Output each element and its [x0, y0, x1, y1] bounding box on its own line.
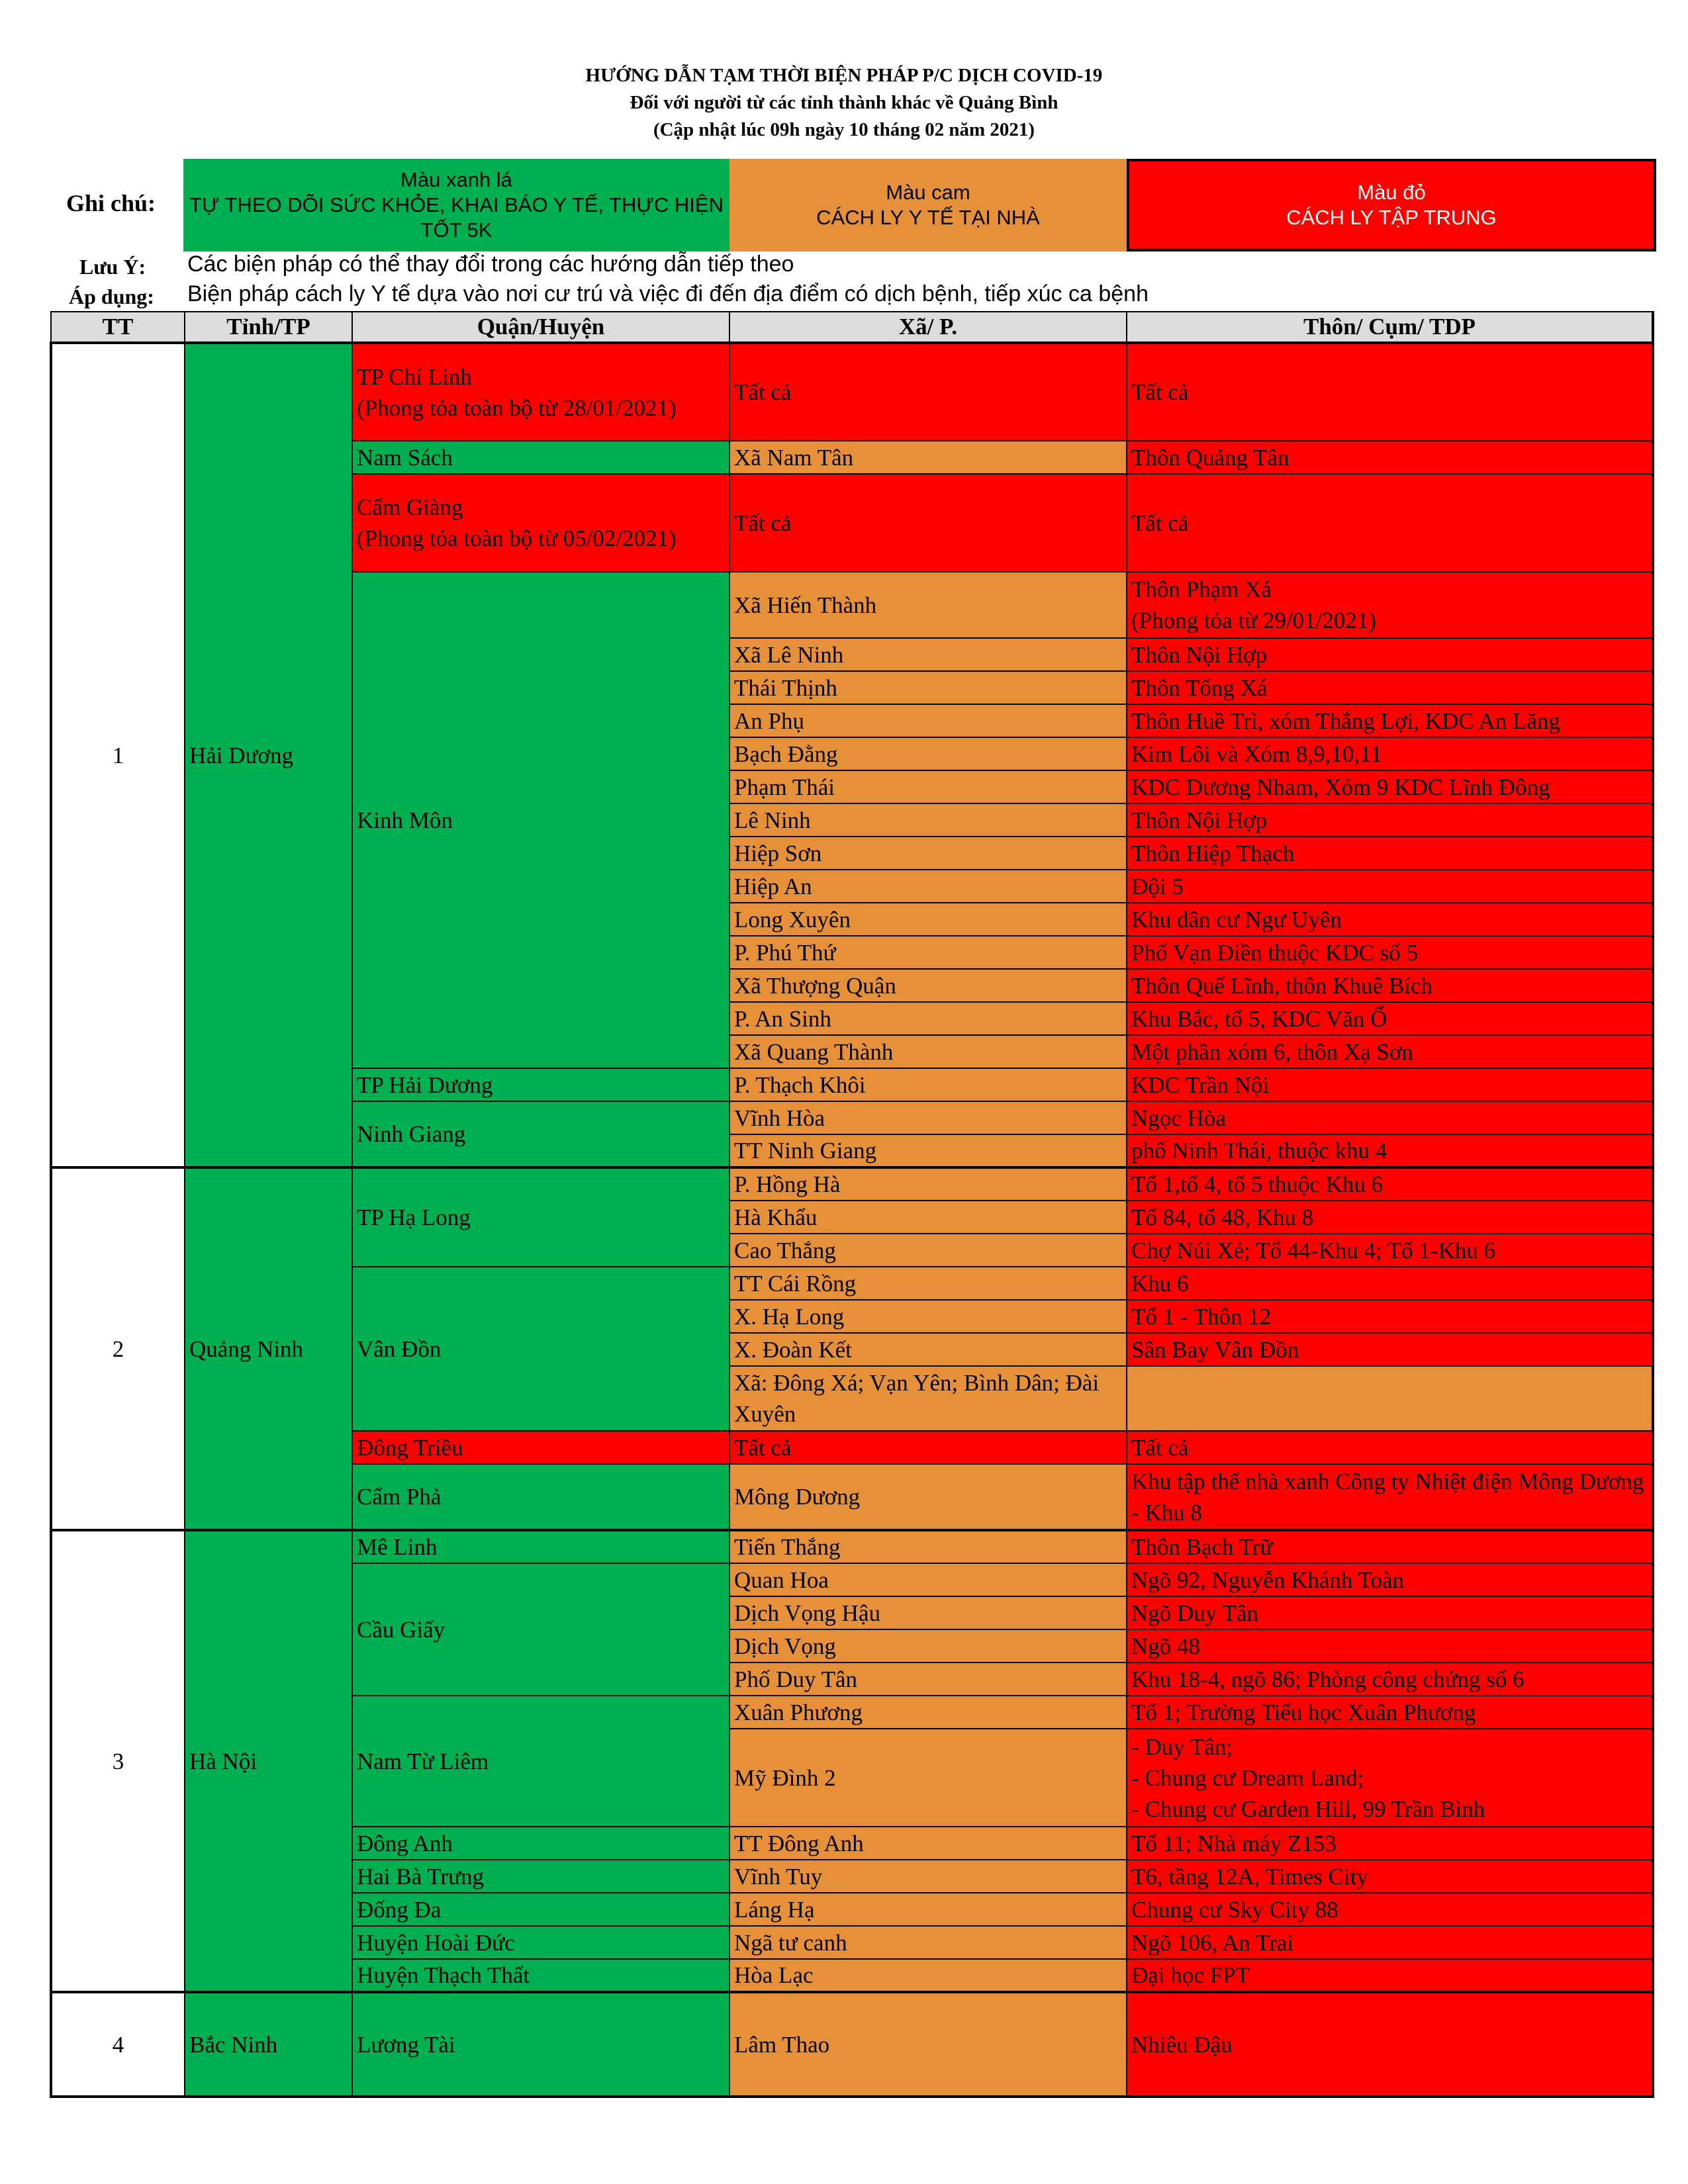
tt-cell: 1: [51, 343, 185, 1167]
district-cell: TP Hải Dương: [352, 1068, 729, 1101]
village-cell: - Duy Tân; - Chung cư Dream Land; - Chung cư Garden Hill, 99 Trần Bình: [1127, 1729, 1653, 1827]
commune-cell: Xã Thượng Quận: [729, 969, 1127, 1002]
commune-cell: TT Cái Rồng: [729, 1267, 1127, 1300]
commune-cell: X. Hạ Long: [729, 1300, 1127, 1333]
district-cell: TP Chí Linh (Phong tỏa toàn bộ từ 28/01/2021): [352, 343, 729, 441]
district-cell: Kinh Môn: [352, 572, 729, 1068]
note-luu-y-text: Các biện pháp có thể thay đổi trong các hướng dẫn tiếp theo: [187, 251, 794, 277]
commune-cell: Hòa Lạc: [729, 1959, 1127, 1992]
commune-cell: Phố Duy Tân: [729, 1662, 1127, 1696]
legend-orange-title: Màu cam: [886, 181, 970, 204]
commune-cell: Phạm Thái: [729, 770, 1127, 803]
commune-cell: An Phụ: [729, 704, 1127, 737]
province-cell: Quảng Ninh: [185, 1167, 352, 1530]
legend-red-text: CÁCH LY TẬP TRUNG: [1286, 206, 1497, 229]
legend-green-text: TỰ THEO DÕI SỨC KHỎE, KHAI BÁO Y TẾ, THỰC HIỆN TỐT 5K: [189, 193, 724, 242]
legend-red: [1127, 159, 1656, 251]
village-cell: Chung cư Sky City 88: [1127, 1893, 1653, 1926]
commune-cell: TT Ninh Giang: [729, 1134, 1127, 1167]
village-cell: Thôn Nội Hợp: [1127, 638, 1653, 671]
village-cell: [1127, 1366, 1653, 1431]
village-cell: Khu 6: [1127, 1267, 1653, 1300]
village-cell: Tổ 1,tổ 4, tổ 5 thuộc Khu 6: [1127, 1167, 1653, 1201]
commune-cell: Cao Thắng: [729, 1234, 1127, 1267]
village-cell: Thôn Huề Trì, xóm Thắng Lợi, KDC An Lăng: [1127, 704, 1653, 737]
district-cell: Hai Bà Trưng: [352, 1860, 729, 1893]
district-cell: Nam Sách: [352, 441, 729, 474]
col-header-district: Quận/Huyện: [352, 312, 729, 343]
village-cell: Kim Lôi và Xóm 8,9,10,11: [1127, 737, 1653, 770]
district-cell: Cẩm Giàng (Phong tỏa toàn bộ từ 05/02/2021): [352, 474, 729, 572]
village-cell: Thôn Nội Hợp: [1127, 803, 1653, 837]
commune-cell: P. Thạch Khôi: [729, 1068, 1127, 1101]
district-cell: Đông Triều: [352, 1431, 729, 1464]
district-cell: Cẩm Phả: [352, 1464, 729, 1530]
commune-cell: Long Xuyên: [729, 903, 1127, 936]
note-ap-dung-label: Áp dụng:: [69, 285, 154, 308]
tt-cell: 3: [51, 1530, 185, 1992]
village-cell: Khu 18-4, ngõ 86; Phòng công chứng số 6: [1127, 1662, 1653, 1696]
district-cell: Huyện Thạch Thất: [352, 1959, 729, 1992]
village-cell: Phố Vạn Điền thuộc KDC số 5: [1127, 936, 1653, 969]
table-row: [51, 343, 1653, 441]
tt-cell: 2: [51, 1167, 185, 1530]
commune-cell: Bạch Đằng: [729, 737, 1127, 770]
district-cell: Lương Tài: [352, 1992, 729, 2097]
commune-cell: Quan Hoa: [729, 1563, 1127, 1596]
commune-cell: Hiệp Sơn: [729, 837, 1127, 870]
village-cell: Thôn Bạch Trữ: [1127, 1530, 1653, 1563]
commune-cell: Hiệp An: [729, 870, 1127, 903]
commune-cell: Xã: Đông Xá; Vạn Yên; Bình Dân; Đài Xuyên: [729, 1366, 1127, 1431]
commune-cell: Vĩnh Tuy: [729, 1860, 1127, 1893]
village-cell: KDC Dương Nham, Xóm 9 KDC Lĩnh Đông: [1127, 770, 1653, 803]
legend-red-title: Màu đỏ: [1357, 181, 1426, 204]
village-cell: Khu dân cư Ngư Uyên: [1127, 903, 1653, 936]
legend-green: [183, 159, 729, 251]
commune-cell: X. Đoàn Kết: [729, 1333, 1127, 1366]
table-header-row: [51, 312, 1653, 343]
note-ap-dung-text: Biện pháp cách ly Y tế dựa vào nơi cư trú và việc đi đến địa điểm có dịch bệnh, tiếp xúc ca bệnh: [187, 281, 1149, 306]
legend-orange: [729, 159, 1127, 251]
village-cell: Đại học FPT: [1127, 1959, 1653, 1992]
village-cell: KDC Trần Nội: [1127, 1068, 1653, 1101]
legend-green-title: Màu xanh lá: [400, 168, 512, 191]
doc-update-time: (Cập nhật lúc 09h ngày 10 tháng 02 năm 2021): [653, 119, 1035, 140]
commune-cell: P. Hồng Hà: [729, 1167, 1127, 1201]
commune-cell: Tất cả: [729, 474, 1127, 572]
province-cell: Bắc Ninh: [185, 1992, 352, 2097]
village-cell: Đội 5: [1127, 870, 1653, 903]
village-cell: Khu tập thể nhà xanh Công ty Nhiệt điện Mông Dương - Khu 8: [1127, 1464, 1653, 1530]
village-cell: Tổ 84, tổ 48, Khu 8: [1127, 1201, 1653, 1234]
table-row: [51, 1530, 1653, 1563]
district-cell: Nam Từ Liêm: [352, 1696, 729, 1827]
province-cell: Hải Dương: [185, 343, 352, 1167]
commune-cell: Xuân Phương: [729, 1696, 1127, 1729]
district-cell: Đông Anh: [352, 1827, 729, 1860]
village-cell: T6, tầng 12A, Times City: [1127, 1860, 1653, 1893]
table-row: [51, 1992, 1653, 2097]
commune-cell: Xã Quang Thành: [729, 1035, 1127, 1068]
commune-cell: TT Đông Anh: [729, 1827, 1127, 1860]
village-cell: Khu Bắc, tổ 5, KDC Văn Ổ: [1127, 1002, 1653, 1035]
col-header-commune: Xã/ P.: [729, 312, 1127, 343]
legend-label: Ghi chú:: [66, 190, 156, 216]
legend-orange-text: CÁCH LY Y TẾ TẠI NHÀ: [816, 206, 1040, 229]
commune-cell: Tiến Thắng: [729, 1530, 1127, 1563]
commune-cell: Tất cả: [729, 1431, 1127, 1464]
village-cell: Ngọc Hòa: [1127, 1101, 1653, 1134]
quarantine-table: [50, 311, 1654, 2098]
district-cell: Ninh Giang: [352, 1101, 729, 1167]
village-cell: Ngõ 106, An Trai: [1127, 1926, 1653, 1959]
commune-cell: Hà Khẩu: [729, 1201, 1127, 1234]
col-header-village: Thôn/ Cụm/ TDP: [1127, 312, 1653, 343]
note-luu-y-label: Lưu Ý:: [79, 255, 146, 279]
village-cell: Thôn Quảng Tân: [1127, 441, 1653, 474]
commune-cell: Lâm Thao: [729, 1992, 1127, 2097]
village-cell: Thôn Tống Xá: [1127, 671, 1653, 704]
village-cell: Ngõ 48: [1127, 1629, 1653, 1662]
tt-cell: 4: [51, 1992, 185, 2097]
commune-cell: Láng Hạ: [729, 1893, 1127, 1926]
col-header-tt: TT: [51, 312, 185, 343]
village-cell: Ngõ 92, Nguyễn Khánh Toàn: [1127, 1563, 1653, 1596]
table-row: [51, 1167, 1653, 1201]
col-header-province: Tỉnh/TP: [185, 312, 352, 343]
village-cell: Nhiêu Đậu: [1127, 1992, 1653, 2097]
doc-subtitle: Đối với người từ các tỉnh thành khác về Quảng Bình: [630, 92, 1058, 113]
district-cell: Cầu Giấy: [352, 1563, 729, 1696]
commune-cell: Xã Lê Ninh: [729, 638, 1127, 671]
doc-title: HƯỚNG DẪN TẠM THỜI BIỆN PHÁP P/C DỊCH COVID-19: [585, 65, 1103, 86]
village-cell: Thôn Hiệp Thạch: [1127, 837, 1653, 870]
village-cell: Tổ 1; Trường Tiểu học Xuân Phương: [1127, 1696, 1653, 1729]
village-cell: Ngõ Duy Tân: [1127, 1596, 1653, 1629]
commune-cell: Dịch Vọng: [729, 1629, 1127, 1662]
village-cell: Tất cả: [1127, 1431, 1653, 1464]
commune-cell: Dịch Vọng Hậu: [729, 1596, 1127, 1629]
commune-cell: Thái Thịnh: [729, 671, 1127, 704]
village-cell: Tất cả: [1127, 343, 1653, 441]
commune-cell: Vĩnh Hòa: [729, 1101, 1127, 1134]
district-cell: Vân Đồn: [352, 1267, 729, 1431]
district-cell: TP Hạ Long: [352, 1167, 729, 1267]
commune-cell: Xã Nam Tân: [729, 441, 1127, 474]
commune-cell: P. Phú Thứ: [729, 936, 1127, 969]
commune-cell: Lê Ninh: [729, 803, 1127, 837]
village-cell: Một phần xóm 6, thôn Xạ Sơn: [1127, 1035, 1653, 1068]
district-cell: Mê Linh: [352, 1530, 729, 1563]
commune-cell: Mỹ Đình 2: [729, 1729, 1127, 1827]
village-cell: Chợ Núi Xẻ; Tổ 44-Khu 4; Tổ 1-Khu 6: [1127, 1234, 1653, 1267]
commune-cell: Ngã tư canh: [729, 1926, 1127, 1959]
village-cell: Tổ 1 - Thôn 12: [1127, 1300, 1653, 1333]
district-cell: Huyện Hoài Đức: [352, 1926, 729, 1959]
commune-cell: Tất cả: [729, 343, 1127, 441]
commune-cell: P. An Sinh: [729, 1002, 1127, 1035]
commune-cell: Mông Dương: [729, 1464, 1127, 1530]
commune-cell: Xã Hiến Thành: [729, 572, 1127, 638]
village-cell: Tổ 11; Nhà máy Z153: [1127, 1827, 1653, 1860]
village-cell: Thôn Quế Lĩnh, thôn Khuê Bích: [1127, 969, 1653, 1002]
village-cell: phố Ninh Thái, thuộc khu 4: [1127, 1134, 1653, 1167]
district-cell: Đống Đa: [352, 1893, 729, 1926]
province-cell: Hà Nội: [185, 1530, 352, 1992]
village-cell: Tất cả: [1127, 474, 1653, 572]
village-cell: Thôn Phạm Xá (Phong tỏa từ 29/01/2021): [1127, 572, 1653, 638]
village-cell: Sân Bay Vân Đồn: [1127, 1333, 1653, 1366]
